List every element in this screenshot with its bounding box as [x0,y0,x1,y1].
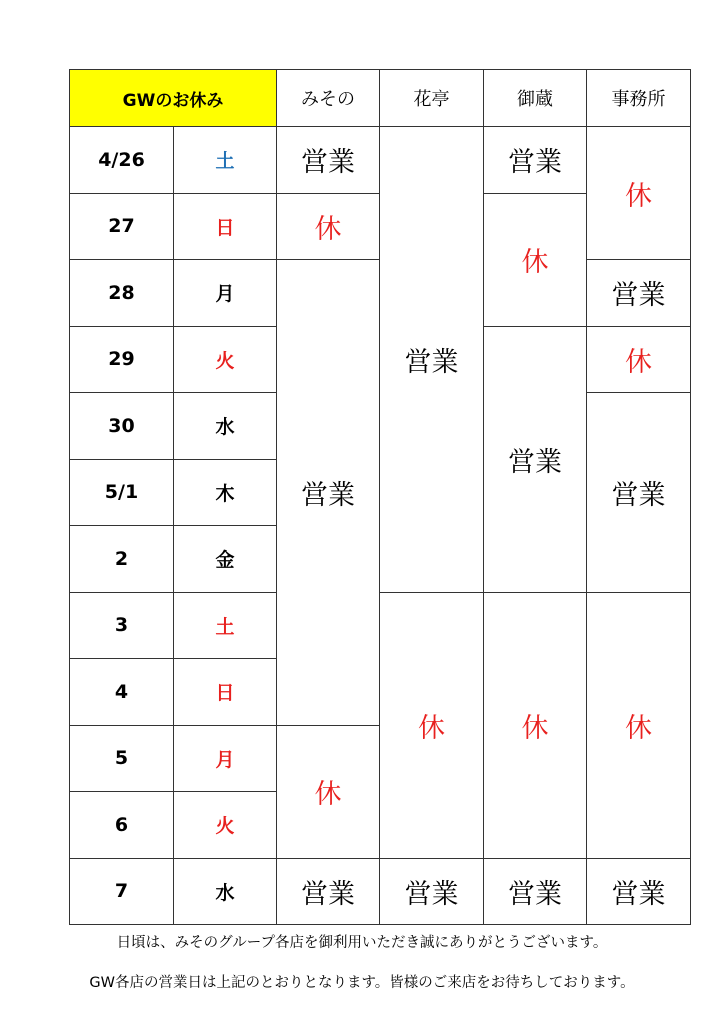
office-status-open: 営業 [587,858,691,925]
schedule-note: GW各店の営業日は上記のとおりとなります。皆様のご来店をお待ちしております。 [89,975,635,991]
office-status-open: 営業 [587,260,691,327]
mikura-status-closed: 休 [484,592,587,858]
greeting-note: 日頃は、みそのグループ各店を御利用いただき誠にありがとうございます。 [116,935,608,951]
date-cell: 27 [70,193,174,260]
date-cell: 28 [70,260,174,327]
date-cell: 3 [70,592,174,659]
office-status-closed: 休 [587,127,691,260]
date-cell: 4/26 [70,127,174,194]
mikura-status-open: 営業 [484,858,587,925]
table-row [70,858,691,925]
store-header-office: 事務所 [587,70,691,127]
misono-status-open: 営業 [277,858,380,925]
store-header-misono: みその [277,70,380,127]
mikura-status-closed: 休 [484,193,587,326]
store-header-katei: 花亭 [380,70,484,127]
weekday-cell: 木 [174,459,277,526]
date-cell: 30 [70,393,174,460]
weekday-cell: 日 [174,659,277,726]
date-cell: 2 [70,526,174,593]
katei-status-open: 営業 [380,858,484,925]
table-row [70,127,691,194]
misono-status-open: 営業 [277,127,380,194]
date-cell: 5 [70,725,174,792]
weekday-cell: 土 [174,127,277,194]
office-status-open: 営業 [587,393,691,593]
weekday-cell: 火 [174,792,277,859]
weekday-cell: 水 [174,858,277,925]
weekday-cell: 日 [174,193,277,260]
misono-status-closed: 休 [277,193,380,260]
date-cell: 6 [70,792,174,859]
office-status-closed: 休 [587,326,691,393]
weekday-cell: 金 [174,526,277,593]
table-row [70,592,691,659]
date-cell: 4 [70,659,174,726]
date-cell: 5/1 [70,459,174,526]
gw-schedule-table [69,69,691,925]
header-row [70,70,691,127]
date-cell: 29 [70,326,174,393]
weekday-cell: 月 [174,260,277,327]
weekday-cell: 水 [174,393,277,460]
office-status-closed: 休 [587,592,691,858]
weekday-cell: 火 [174,326,277,393]
weekday-cell: 月 [174,725,277,792]
date-cell: 7 [70,858,174,925]
weekday-cell: 土 [174,592,277,659]
mikura-status-open: 営業 [484,326,587,592]
katei-status-closed: 休 [380,592,484,858]
misono-status-open: 営業 [277,260,380,726]
mikura-status-open: 営業 [484,127,587,194]
table-title: GWのお休み [70,70,277,127]
store-header-mikura: 御蔵 [484,70,587,127]
misono-status-closed: 休 [277,725,380,858]
katei-status-open: 営業 [380,127,484,593]
